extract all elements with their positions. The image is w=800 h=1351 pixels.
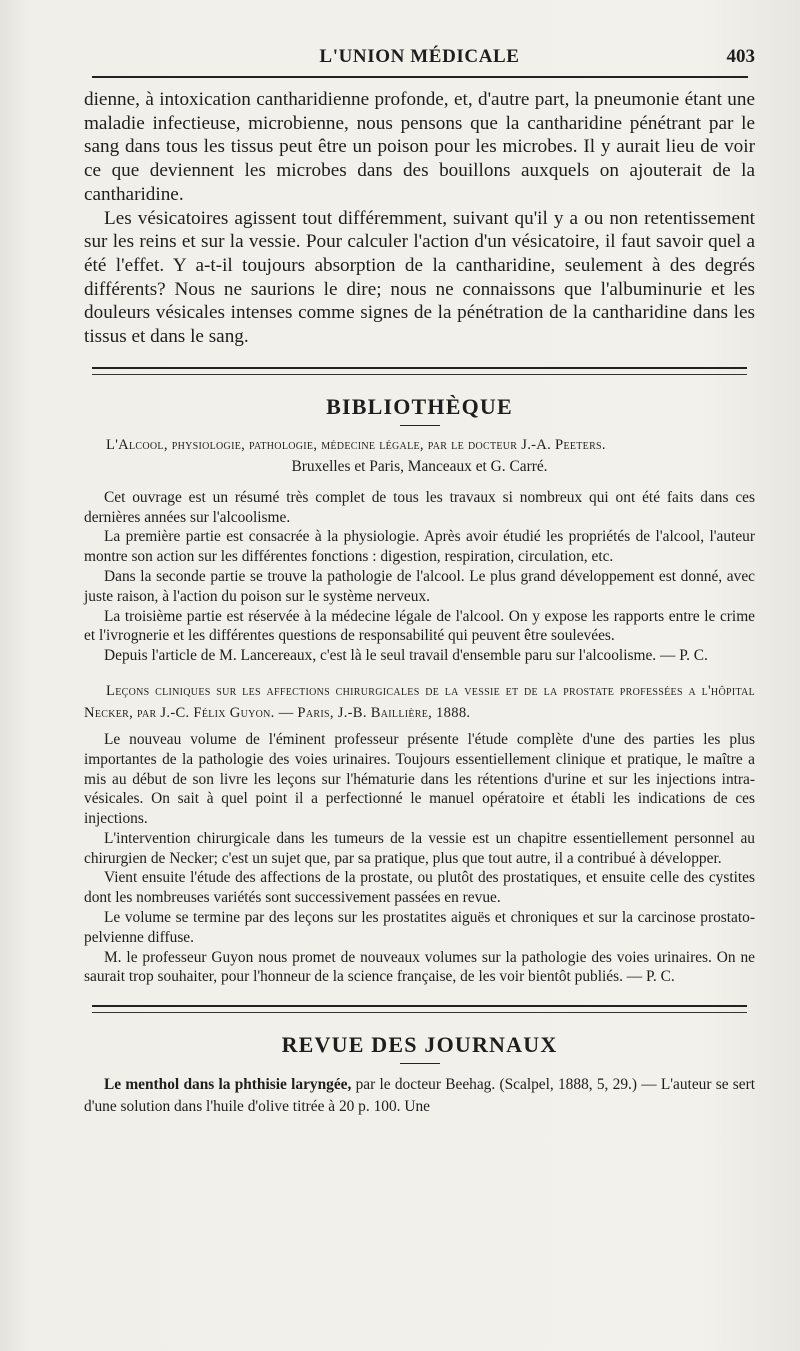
review-paragraph: M. le professeur Guyon nous promet de nouveaux volumes sur la pathologie des voies urinaires. On ne saurait trop souhaiter, pour l'honneur de la science française, de les voir bientôt publiés. — P. C. bbox=[84, 948, 755, 986]
section-divider bbox=[92, 1005, 747, 1013]
running-title: L'UNION MÉDICALE bbox=[319, 46, 520, 67]
review-paragraph: Depuis l'article de M. Lancereaux, c'est là le seul travail d'ensemble paru sur l'alcoolisme. — P. C. bbox=[104, 647, 708, 665]
journal-entry bbox=[84, 1074, 755, 1118]
journal-entry-text: par le docteur Beehag. (Scalpel, 1888, 5, 29.) — L'auteur se sert d'une solution dans l'huile d'olive titrée à 20 p. 100. Une bbox=[84, 1076, 755, 1116]
book-publisher: Bruxelles et Paris, Manceaux et G. Carré. bbox=[291, 457, 548, 475]
continuation-paragraph: Les vésicatoires agissent tout différemment, suivant qu'il y a ou non retentissement sur les reins et sur la vessie. Pour calculer l'action d'un vésicatoire, il faut savoir quel a été l'effet. Y a-t-il toujours absorption de la cantharidine, seulement à des degrés différents? Nous ne saurions le dire; nous ne connaissons que l'albuminurie et les douleurs vésicales intenses comme signes de la pénétration de la cantharidine dans les tissus et dans le sang. bbox=[84, 207, 755, 348]
section-title-bibliotheque: BIBLIOTHÈQUE bbox=[326, 393, 513, 419]
page-number: 403 bbox=[726, 46, 755, 67]
review-paragraph: Le volume se termine par des leçons sur les prostatites aiguës et chroniques et sur la carcinose prostato-pelvienne diffuse. bbox=[84, 909, 755, 946]
review-paragraph: Dans la seconde partie se trouve la pathologie de l'alcool. Le plus grand développement est donné, avec juste raison, à l'action du poison sur le système nerveux. bbox=[84, 567, 755, 605]
review-paragraph: Vient ensuite l'étude des affections de la prostate, ou plutôt des prostatiques, et ensuite celle des cystites dont les nombreuses variétés sont successivement passées en revue. bbox=[84, 869, 755, 907]
section-title-revue: REVUE DES JOURNAUX bbox=[281, 1032, 558, 1058]
title-underline bbox=[400, 1063, 440, 1064]
section-divider bbox=[92, 367, 747, 375]
book-heading: Leçons cliniques sur les affections chirurgicales de la vessie et de la prostate professées a l'hôpital Necker, par J.-C. Félix Guyon. — Paris, J.-B. Baillière, 1888. bbox=[84, 682, 755, 721]
continuation-paragraph: dienne, à intoxication cantharidienne profonde, et, d'autre part, la pneumonie étant une maladie infectieuse, microbienne, nous pensons que la cantharidine pénétrant par le sang dans tous les tissus peut être un poison pour les microbes. Il y aurait lieu de voir ce que deviennent les microbes dans des bouillons auxquels on ajouterait de la cantharidine. bbox=[84, 89, 755, 205]
review-paragraph: Cet ouvrage est un résumé très complet de tous les travaux si nombreux qui ont été faits dans ces dernières années sur l'alcoolisme. bbox=[84, 488, 755, 526]
header-rule bbox=[92, 76, 748, 78]
review-paragraph: Le nouveau volume de l'éminent professeur présente l'étude complète d'une des parties les plus importantes de la pathologie des voies urinaires. Toujours essentiellement clinique et pratique, le maître a mis au début de son livre les leçons sur l'hématurie dans les rétentions d'urine et sur les injections intra-vésicales. On sait à quel point il a perfectionné le manuel opératoire et établi les indications de ces injections. bbox=[84, 730, 755, 828]
journal-entry-title: Le menthol dans la phthisie laryngée, bbox=[104, 1076, 352, 1094]
running-header bbox=[84, 40, 755, 70]
review-paragraph: La troisième partie est réservée à la médecine légale de l'alcool. On y expose les rapports entre le crime et l'ivrognerie et les différentes questions de responsabilité qui peuvent être soulevées. bbox=[84, 607, 755, 645]
title-underline bbox=[400, 425, 440, 426]
page-content bbox=[84, 88, 755, 1118]
book-heading: L'Alcool, physiologie, pathologie, médecine légale, par le docteur J.-A. Peeters. bbox=[106, 436, 606, 453]
review-paragraph: La première partie est consacrée à la physiologie. Après avoir étudié les propriétés de l'alcool, l'auteur montre son action sur les différentes fonctions : digestion, respiration, circulation, etc. bbox=[84, 528, 755, 566]
review-paragraph: L'intervention chirurgicale dans les tumeurs de la vessie est un chapitre essentiellement personnel au chirurgien de Necker; c'est un sujet que, par sa pratique, plus que tout autre, il a contribué à développer. bbox=[84, 829, 755, 867]
